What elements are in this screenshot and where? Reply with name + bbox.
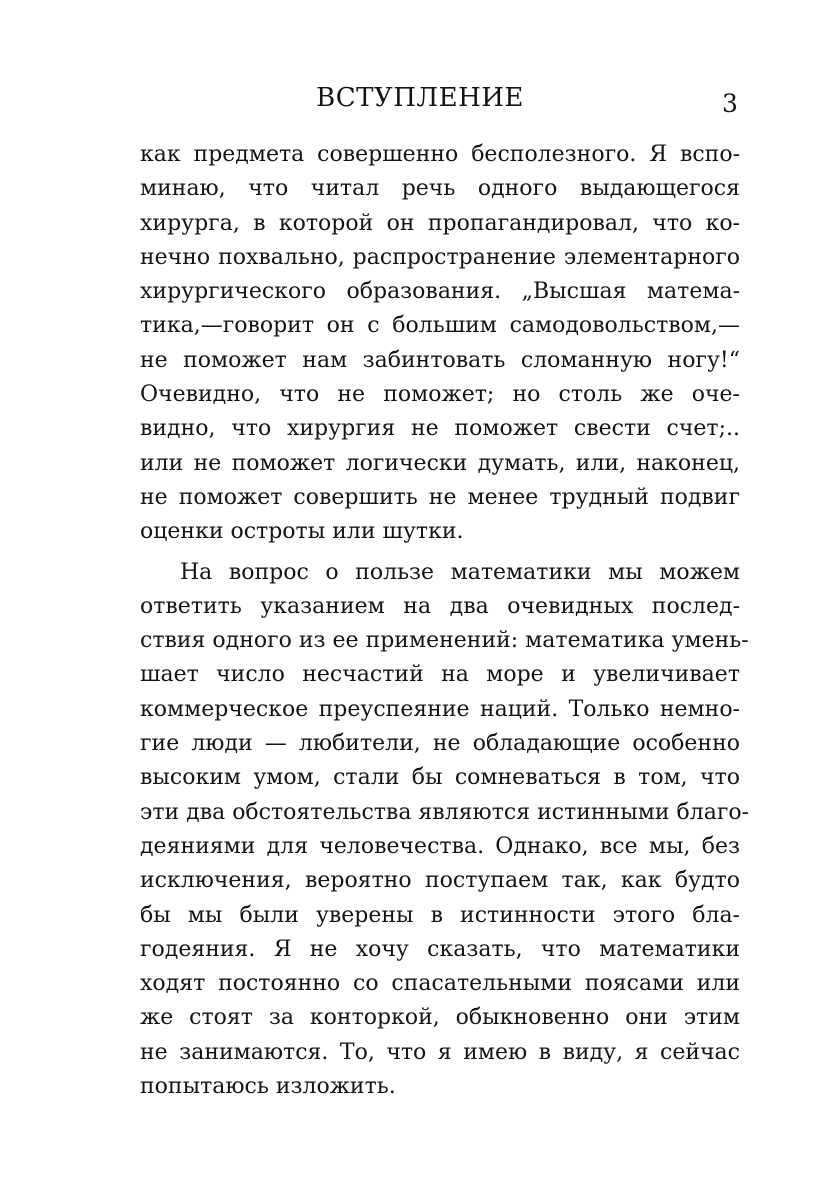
text-line: исключения, вероятно поступаем так, как будто [140,868,740,894]
text-line: ствия одного из ее применений: математика умень- [140,628,749,654]
page-title: ВСТУПЛЕНИЕ [316,83,524,113]
text-line: гие люди — любители, не обладающие особенно [140,731,740,757]
text-line: На вопрос о пользе математики мы можем [180,559,740,585]
text-line: бы мы были уверены в истинности этого бла- [140,902,740,928]
text-line: попытаюсь изложить. [140,1074,396,1100]
paragraph [140,556,750,1105]
text-line: не поможет совершить не менее трудный подвиг [140,484,740,510]
text-line: хирургического образования. „Высшая матема- [140,279,740,305]
text-line: ответить указанием на два очевидных послед- [140,593,740,619]
text-line: оценки остроты или шутки. [140,519,464,545]
text-line: не занимаются. То, что я имею в виду, я сейчас [140,1039,740,1065]
text-line: тика,—говорит он с большим самодовольством,— [140,313,740,339]
text-line: нечно похвально, распространение элементарного [140,244,740,270]
text-line: коммерческое преуспеяние наций. Только немно- [140,696,740,722]
text-line: же стоят за конторкой, обыкновенно они этим [140,1005,740,1031]
text-line: эти два обстоятельства являются истинными благо- [140,799,750,825]
text-line: видно, что хирургия не поможет свести счет;.. [140,416,740,442]
text-line: ходят постоянно со спасательными поясами или [140,971,740,997]
text-line: хирурга, в которой он пропагандировал, что ко- [140,210,740,236]
page-number: 3 [722,89,738,118]
text-line: как предмета совершенно бесполезного. Я вспо- [140,142,740,167]
body-text [140,138,750,1104]
text-line: шает число несчастий на море и увеличивает [140,662,740,688]
text-line: годеяния. Я не хочу сказать, что математики [140,936,740,962]
paragraph [140,138,740,550]
text-line: не поможет нам забинтовать сломанную ногу!“ [140,347,740,373]
text-line: Очевидно, что не поможет; но столь же оче- [140,382,740,408]
text-line: деяниями для человечества. Однако, все мы, без [140,833,740,859]
text-line: высоким умом, стали бы сомневаться в том, что [140,765,740,791]
text-line: или не поможет логически думать, или, наконец, [140,450,740,476]
text-line: минаю, что читал речь одного выдающегося [140,176,740,202]
